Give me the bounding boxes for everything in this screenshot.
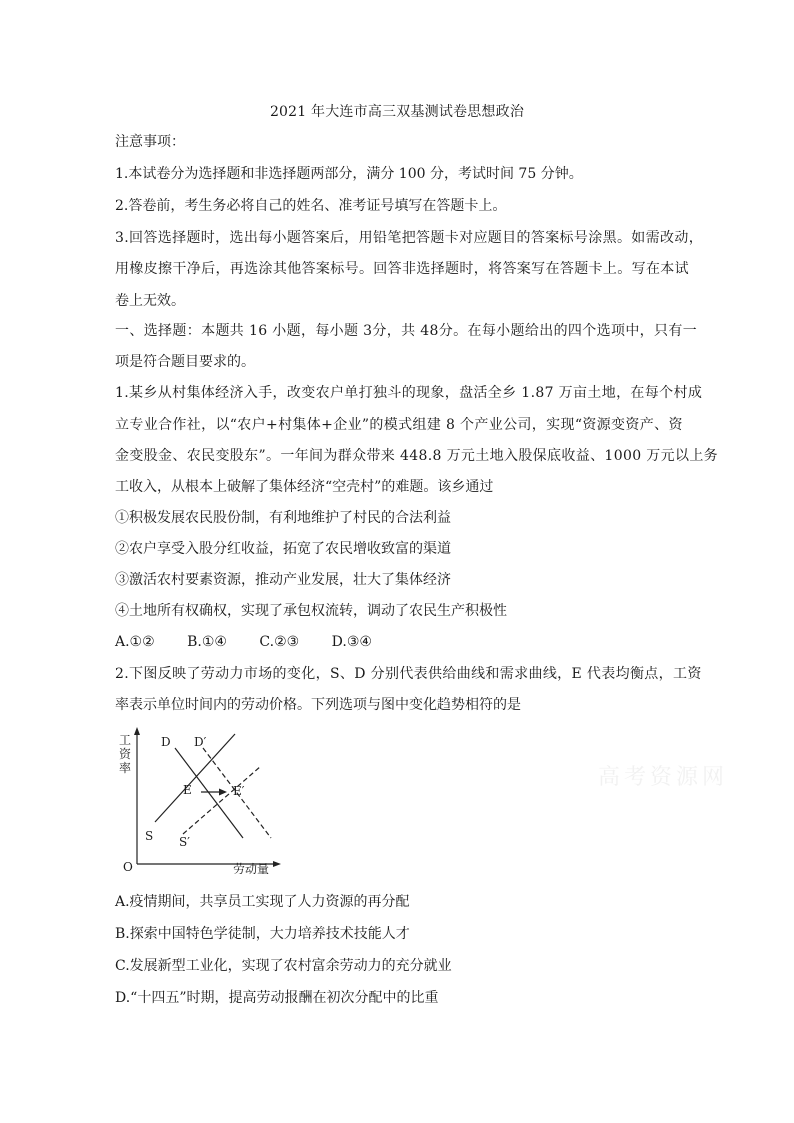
question-2-option-c: C.发展新型工业化，实现了农村富余劳动力的充分就业 [115, 958, 452, 974]
watermark: 高考资源网 [598, 765, 729, 790]
option-a: A.①② [115, 634, 155, 650]
origin-label: O [123, 860, 133, 874]
question-2-option-a: A.疫情期间，共享员工实现了人力资源的再分配 [115, 894, 410, 910]
question-1-item: ①积极发展农民股份制，有利地维护了村民的合法利益 [115, 510, 451, 526]
option-d: D.③④ [331, 634, 372, 650]
label-d: D [161, 735, 171, 749]
question-1-stem: 工收入，从根本上破解了集体经济“空壳村”的难题。该乡通过 [115, 479, 494, 495]
label-e: E [183, 783, 192, 797]
y-axis-label-char: 率 [119, 761, 132, 775]
notice-item-continued: 用橡皮擦干净后，再选涂其他答案标号。回答非选择题时，将答案写在答题卡上。写在本试 [115, 261, 689, 277]
labor-market-diagram [115, 726, 295, 876]
question-1-item: ②农户享受入股分红收益，拓宽了农民增收致富的渠道 [115, 541, 451, 557]
x-axis-arrow-icon [273, 861, 281, 867]
notice-item: 1.本试卷分为选择题和非选择题两部分，满分 100 分，考试时间 75 分钟。 [115, 166, 583, 182]
question-1-options [115, 633, 685, 651]
section-title: 一、选择题：本题共 16 小题，每小题 3分，共 48分。在每小题给出的四个选项中，只有一 [115, 323, 698, 339]
exam-title: 2021 年大连市高三双基测试卷思想政治 [269, 104, 525, 120]
notice-item-continued: 卷上无效。 [115, 293, 185, 309]
question-1-stem: 金变股金、农民变股东”。一年间为群众带来 448.8 万元土地入股保底收益、1000 万元以上务 [115, 448, 719, 464]
notice-heading: 注意事项： [115, 134, 185, 150]
notice-item: 2.答卷前，考生务必将自己的姓名、准考证号填写在答题卡上。 [115, 198, 507, 214]
question-2-option-d: D.“十四五”时期，提高劳动报酬在初次分配中的比重 [115, 990, 439, 1006]
y-axis-arrow-icon [134, 727, 140, 735]
y-axis-label-char: 资 [119, 747, 132, 761]
section-title-continued: 项是符合题目要求的。 [115, 354, 255, 370]
question-1-stem: 1.某乡从村集体经济入手，改变农户单打独斗的现象，盘活全乡 1.87 万亩土地，在每个村成 [115, 385, 703, 401]
supply-curve-s-prime [183, 766, 261, 834]
label-s: S [145, 829, 154, 843]
label-e-prime: E′ [233, 784, 245, 798]
question-1-item: ④土地所有权确权，实现了承包权流转，调动了农民生产积极性 [115, 603, 507, 619]
option-c: C.②③ [259, 634, 300, 650]
label-d-prime: D′ [194, 735, 207, 749]
notice-item: 3.回答选择题时，选出每小题答案后，用铅笔把答题卡对应题目的答案标号涂黑。如需改动， [115, 230, 704, 246]
question-2-stem: 2.下图反映了劳动力市场的变化，S、D 分别代表供给曲线和需求曲线，E 代表均衡点，工资 [115, 666, 702, 682]
question-2-stem: 率表示单位时间内的劳动价格。下列选项与图中变化趋势相符的是 [115, 697, 521, 713]
question-1-item: ③激活农村要素资源，推动产业发展，壮大了集体经济 [115, 572, 451, 588]
y-axis-label-char: 工 [119, 733, 132, 747]
option-b: B.①④ [187, 634, 227, 650]
question-2-option-b: B.探索中国特色学徒制，大力培养技术技能人才 [115, 926, 410, 942]
x-axis-label: 劳动量 [233, 862, 270, 876]
question-1-stem: 立专业合作社，以“农户+村集体+企业”的模式组建 8 个产业公司，实现“资源变资产、资 [115, 417, 683, 433]
label-s-prime: S′ [179, 835, 190, 849]
shift-arrow-head-icon [219, 789, 227, 796]
